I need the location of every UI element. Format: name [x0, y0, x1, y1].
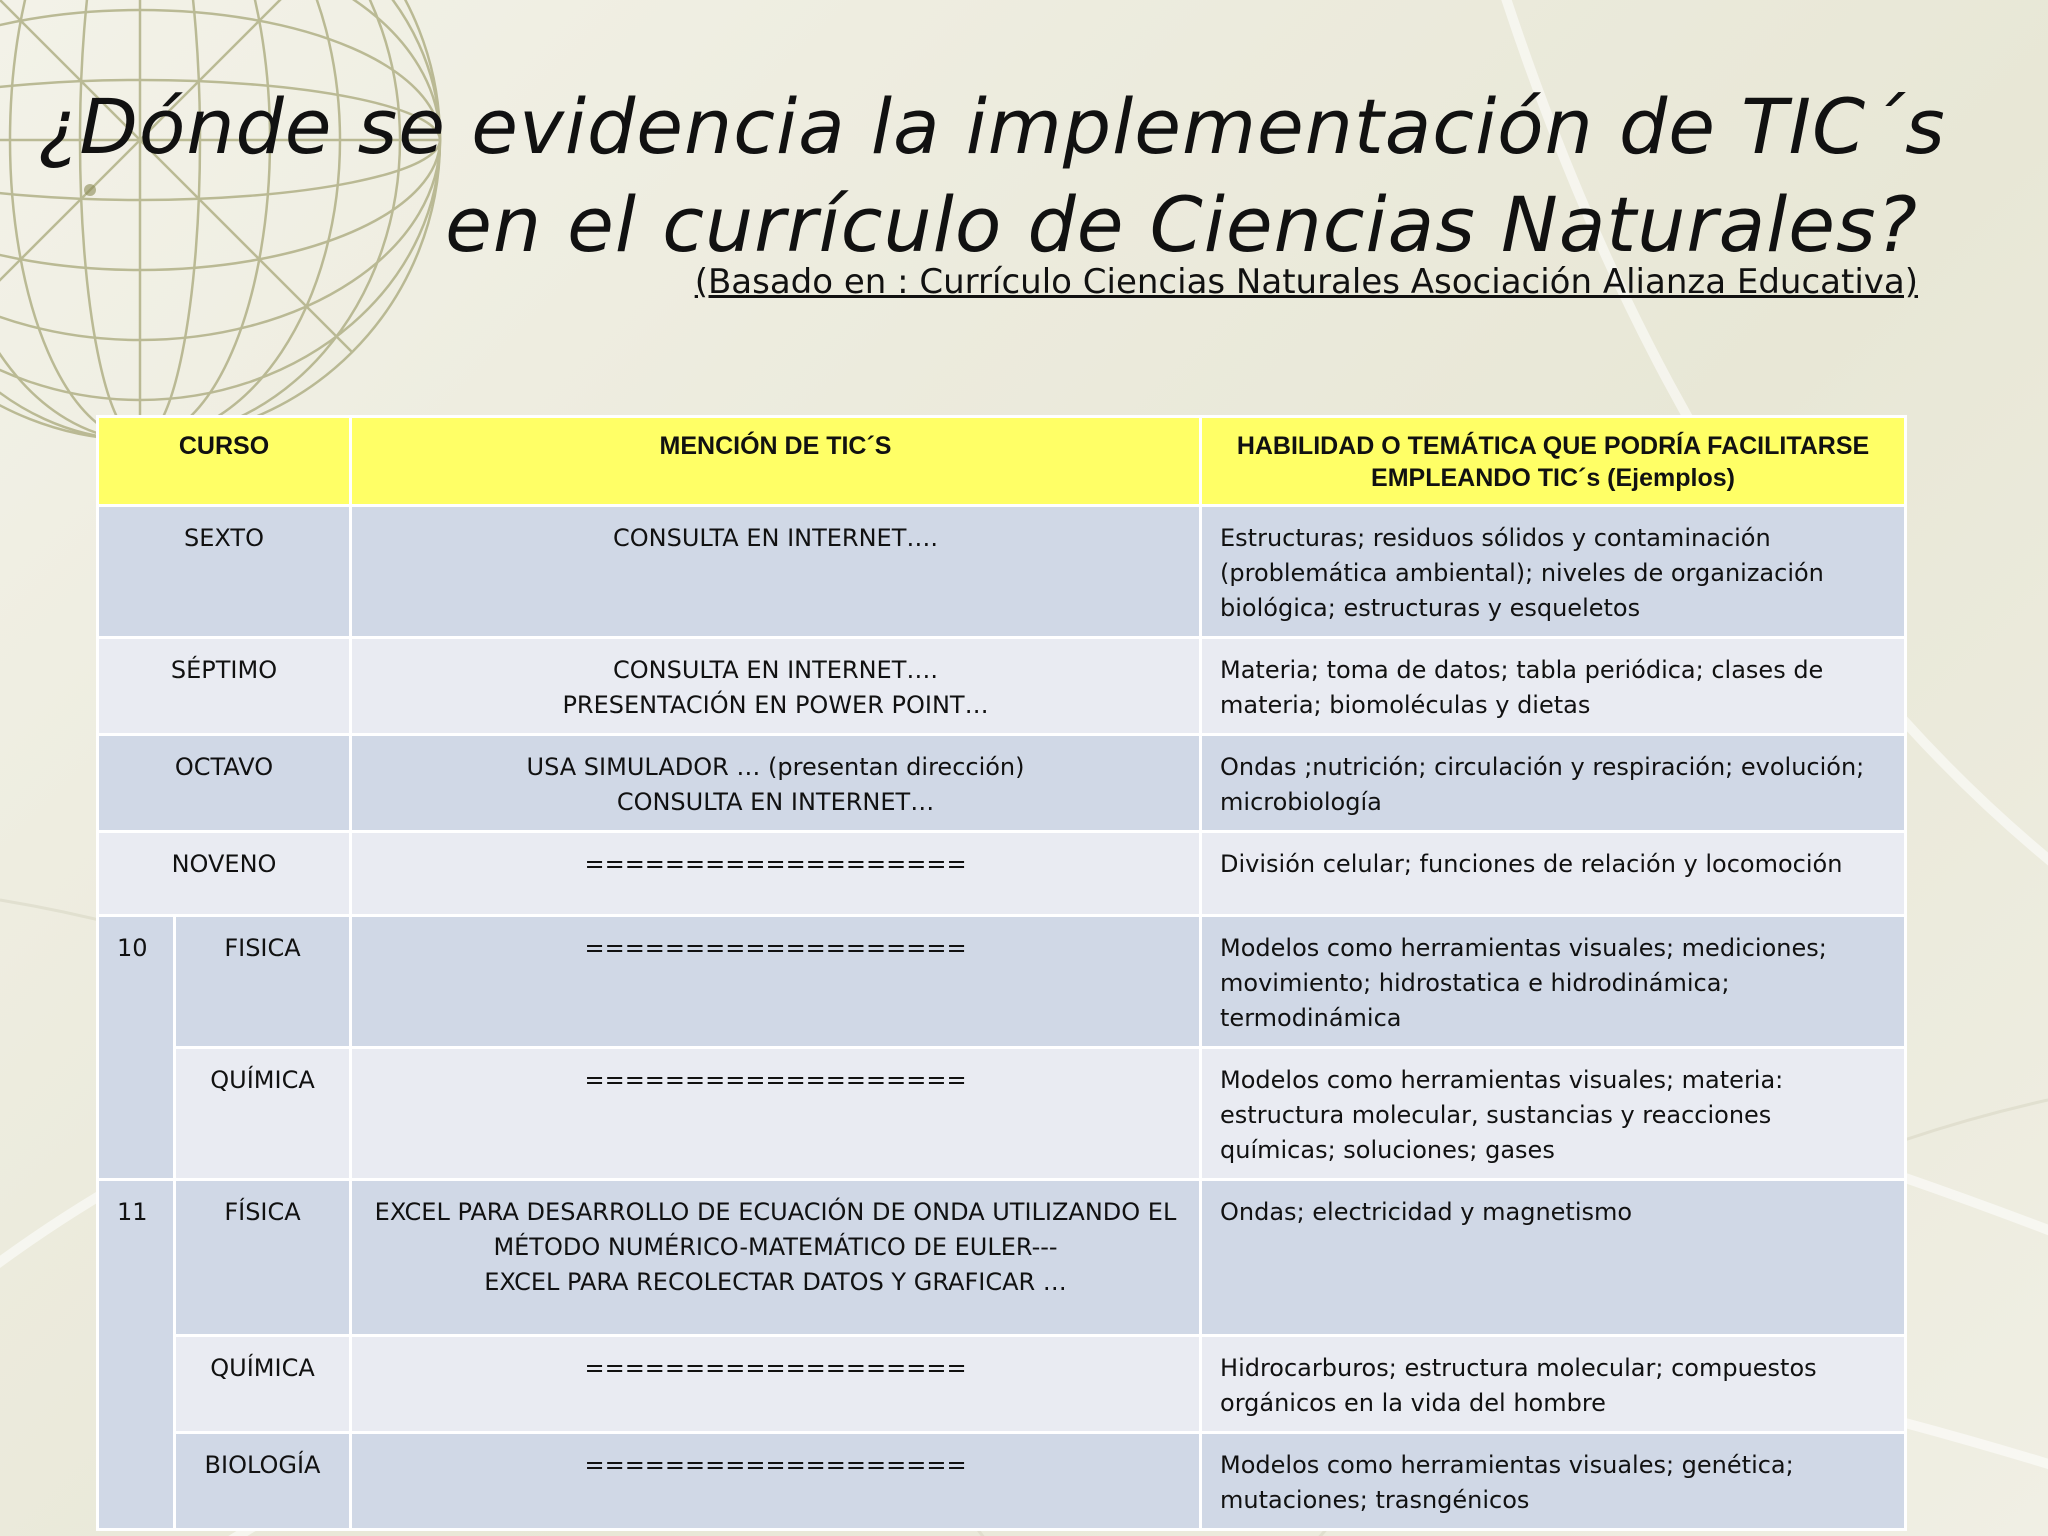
title-line-2: en el currículo de Ciencias Naturales? [445, 180, 1918, 269]
mencion-line: CONSULTA EN INTERNET… [616, 788, 935, 816]
subject-cell: BIOLOGÍA [175, 1433, 351, 1530]
mencion-cell [351, 832, 1201, 916]
table-row [98, 832, 1906, 916]
subject-cell: QUÍMICA [175, 1336, 351, 1433]
table-row [98, 506, 1906, 638]
table-row [98, 1180, 1906, 1336]
table-row [98, 1433, 1906, 1530]
header-habilidad [1201, 417, 1906, 506]
title-line-1: ¿Dónde se evidencia la implementación de TIC´s [38, 82, 1946, 171]
header-habilidad-line2: EMPLEANDO TIC´s (Ejemplos) [1371, 464, 1735, 492]
mencion-line: =================== [584, 850, 967, 878]
mencion-cell [351, 1048, 1201, 1180]
mencion-cell [351, 735, 1201, 832]
header-habilidad-line1: HABILIDAD O TEMÁTICA QUE PODRÍA FACILITARSE [1236, 432, 1870, 460]
header-curso: CURSO [98, 417, 351, 506]
table-row [98, 638, 1906, 735]
table-row [98, 1048, 1906, 1180]
mencion-cell [351, 1180, 1201, 1336]
mencion-cell [351, 506, 1201, 638]
mencion-cell [351, 1433, 1201, 1530]
mencion-line: CONSULTA EN INTERNET…. [613, 656, 939, 684]
habilidad-cell: Modelos como herramientas visuales; mediciones; movimiento; hidrostatica e hidrodinámica; termodinámica [1201, 916, 1906, 1048]
mencion-line: =================== [584, 1451, 967, 1479]
mencion-cell [351, 916, 1201, 1048]
mencion-line: EXCEL PARA DESARROLLO DE ECUACIÓN DE ONDA UTILIZANDO EL [374, 1198, 1177, 1226]
mencion-line: USA SIMULADOR … (presentan dirección) [526, 753, 1025, 781]
page-title [38, 78, 1946, 274]
source-subtitle: (Basado en : Currículo Ciencias Naturales Asociación Alianza Educativa) [694, 262, 1918, 302]
habilidad-cell: Ondas; electricidad y magnetismo [1201, 1180, 1906, 1336]
mencion-line: =================== [584, 1354, 967, 1382]
mencion-line: PRESENTACIÓN EN POWER POINT… [562, 691, 989, 719]
habilidad-cell: Ondas ;nutrición; circulación y respiración; evolución; microbiología [1201, 735, 1906, 832]
curso-cell: SÉPTIMO [98, 638, 351, 735]
habilidad-cell: Estructuras; residuos sólidos y contaminación (problemática ambiental); niveles de organización biológica; estructuras y esqueletos [1201, 506, 1906, 638]
mencion-line: =================== [584, 934, 967, 962]
mencion-cell [351, 638, 1201, 735]
curso-cell: NOVENO [98, 832, 351, 916]
subject-cell: QUÍMICA [175, 1048, 351, 1180]
subject-cell: FÍSICA [175, 1180, 351, 1336]
mencion-line: EXCEL PARA RECOLECTAR DATOS Y GRAFICAR … [484, 1268, 1067, 1296]
table-row [98, 1336, 1906, 1433]
grade-number-cell: 11 [98, 1180, 175, 1530]
mencion-line: CONSULTA EN INTERNET…. [613, 524, 939, 552]
habilidad-cell: Modelos como herramientas visuales; materia: estructura molecular, sustancias y reacciones químicas; soluciones; gases [1201, 1048, 1906, 1180]
subject-cell: FISICA [175, 916, 351, 1048]
curriculum-table [96, 415, 1907, 1531]
habilidad-cell: Hidrocarburos; estructura molecular; compuestos orgánicos en la vida del hombre [1201, 1336, 1906, 1433]
habilidad-cell: Materia; toma de datos; tabla periódica; clases de materia; biomoléculas y dietas [1201, 638, 1906, 735]
habilidad-cell: División celular; funciones de relación y locomoción [1201, 832, 1906, 916]
curso-cell: OCTAVO [98, 735, 351, 832]
table-header-row [98, 417, 1906, 506]
table-row [98, 735, 1906, 832]
grade-number-cell: 10 [98, 916, 175, 1180]
mencion-line: =================== [584, 1066, 967, 1094]
habilidad-cell: Modelos como herramientas visuales; genética; mutaciones; trasngénicos [1201, 1433, 1906, 1530]
curso-cell: SEXTO [98, 506, 351, 638]
table-row [98, 916, 1906, 1048]
header-mencion: MENCIÓN DE TIC´S [351, 417, 1201, 506]
mencion-cell [351, 1336, 1201, 1433]
mencion-line: MÉTODO NUMÉRICO-MATEMÁTICO DE EULER--- [493, 1233, 1058, 1261]
